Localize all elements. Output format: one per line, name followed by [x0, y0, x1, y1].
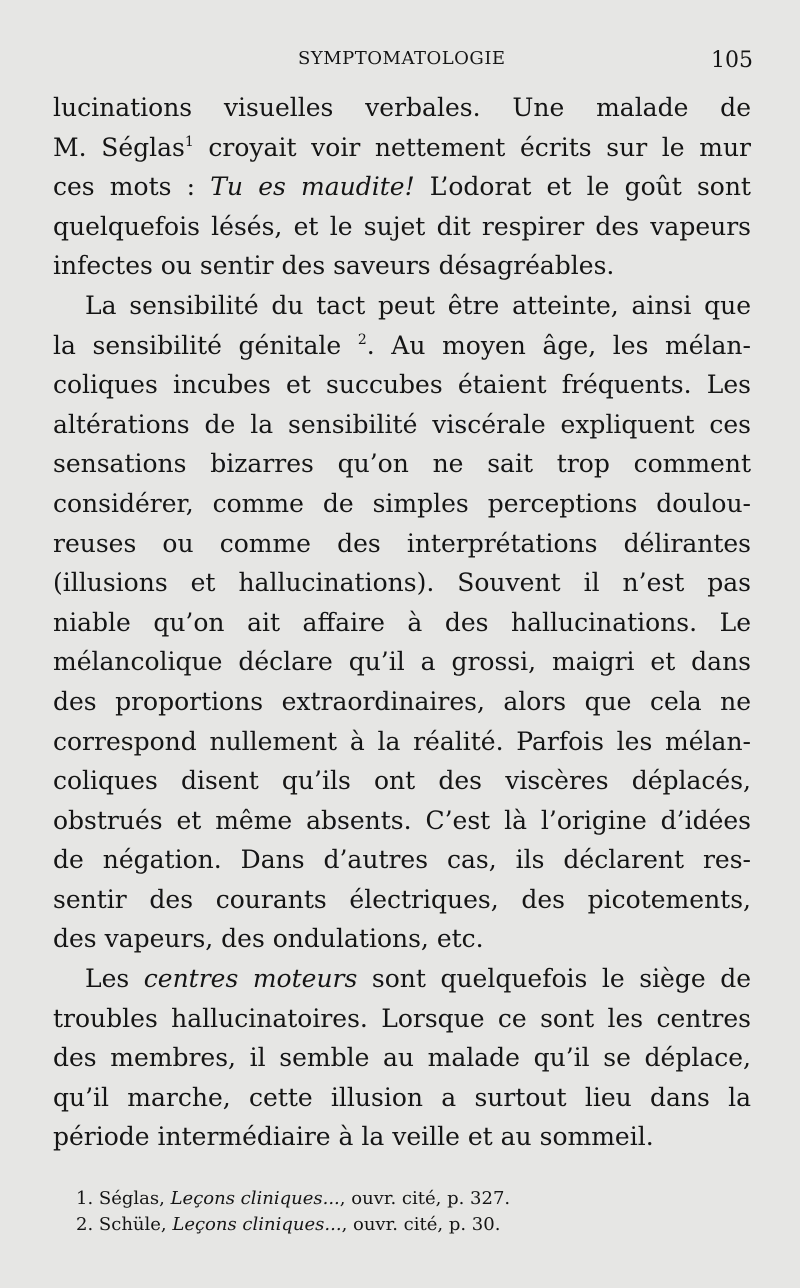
- italic-term: centres moteurs: [143, 964, 358, 994]
- footnote-number: 1.: [76, 1188, 94, 1209]
- text-line: M. Séglas$^1$ croyait voir nettement écrits sur le mur: [53, 132, 751, 162]
- footnote-ref: 1: [184, 133, 194, 150]
- text-line: qu’il marche, cette illusion a surtout lieu dans la: [53, 1082, 751, 1112]
- text-line: considérer, comme de simples perceptions doulou-: [53, 488, 751, 518]
- text-line: coliques incubes et succubes étaient fréquents. Les: [53, 370, 751, 400]
- text-line: niable qu’on ait affaire à des hallucinations. Le: [53, 607, 751, 637]
- text-line: de négation. Dans d’autres cas, ils déclarent res-: [53, 845, 751, 875]
- footnote-title: Leçons cliniques...: [170, 1188, 340, 1209]
- text-line: la sensibilité génitale $^2$. Au moyen âge, les mélan-: [53, 330, 751, 360]
- page-number: 105: [711, 48, 753, 73]
- text-line: sentir des courants électriques, des picotements,: [53, 884, 751, 914]
- footnote-number: 2.: [76, 1214, 94, 1235]
- text-line: ces mots : Tu es maudite! L’odorat et le goût sont: [53, 172, 751, 202]
- body-text: [53, 88, 751, 1157]
- text-line: coliques disent qu’ils ont des viscères déplacés,: [53, 766, 751, 796]
- text-line: Les centres moteurs sont quelquefois le siège de: [85, 964, 751, 994]
- text-line: quelquefois lésés, et le sujet dit respirer des vapeurs: [53, 211, 751, 241]
- text-line: reuses ou comme des interprétations délirantes: [53, 528, 751, 558]
- text-line: obstrués et même absents. C’est là l’origine d’idées: [53, 805, 751, 835]
- footnote-ref: 2: [357, 331, 367, 348]
- text-line: mélancolique déclare qu’il a grossi, maigri et dans: [53, 647, 751, 677]
- text-line: La sensibilité du tact peut être atteinte, ainsi que: [85, 290, 751, 320]
- footnotes: [76, 1186, 676, 1238]
- page-header: [53, 48, 753, 78]
- text-line: altérations de la sensibilité viscérale expliquent ces: [53, 409, 751, 439]
- running-head: SYMPTOMATOLOGIE: [298, 48, 506, 69]
- italic-quote: Tu es maudite!: [210, 172, 415, 202]
- footnote: 1. Séglas, Leçons cliniques..., ouvr. cité, p. 327.: [76, 1188, 511, 1209]
- text-line: sensations bizarres qu’on ne sait trop comment: [53, 449, 751, 479]
- footnote-title: Leçons cliniques...: [172, 1214, 342, 1235]
- text-line: troubles hallucinatoires. Lorsque ce sont les centres: [53, 1003, 751, 1033]
- text-line: des vapeurs, des ondulations, etc.: [53, 924, 484, 954]
- text-line: correspond nullement à la réalité. Parfois les mélan-: [53, 726, 751, 756]
- text-line: lucinations visuelles verbales. Une malade de: [53, 93, 751, 122]
- text-line: des proportions extraordinaires, alors que cela ne: [53, 686, 751, 716]
- text-line: période intermédiaire à la veille et au sommeil.: [53, 1122, 654, 1152]
- text-line: des membres, il semble au malade qu’il se déplace,: [53, 1043, 751, 1073]
- text-line: (illusions et hallucinations). Souvent il n’est pas: [53, 568, 751, 598]
- text-line: infectes ou sentir des saveurs désagréables.: [53, 251, 615, 281]
- footnote: 2. Schüle, Leçons cliniques..., ouvr. cité, p. 30.: [76, 1214, 501, 1235]
